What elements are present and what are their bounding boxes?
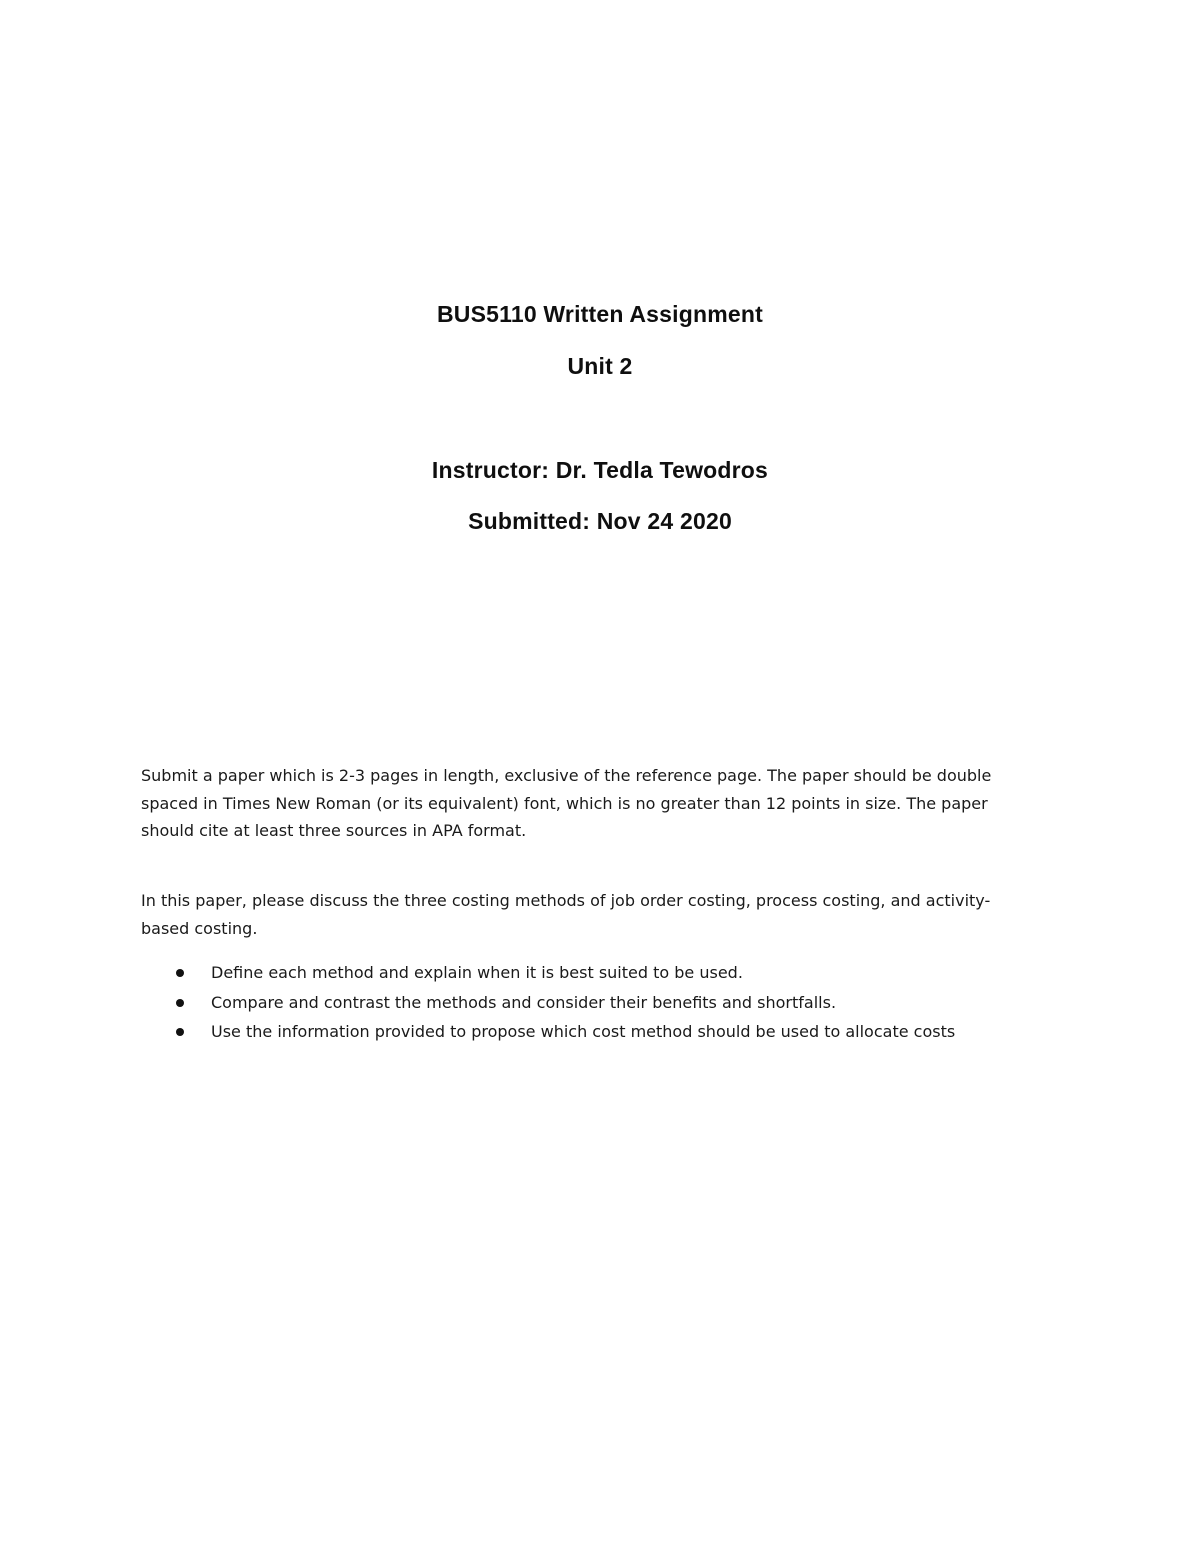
paragraph-line: In this paper, please discuss the three costing methods of job order costing, process costing, and activity-	[141, 891, 991, 910]
unit-label: Unit 2	[567, 353, 633, 379]
assignment-title: BUS5110 Written Assignment	[436, 301, 763, 327]
bullet-dot-icon	[176, 999, 184, 1007]
paragraph-line: based costing.	[141, 918, 258, 938]
bullet-dot-icon	[176, 1028, 184, 1036]
bullet-text: Use the information provided to propose which cost method should be used to allocate costs	[211, 1022, 956, 1041]
bullet-item	[0, 988, 1200, 1018]
submitted-date: Submitted: Nov 24 2020	[468, 508, 732, 534]
paragraph-line: spaced in Times New Roman (or its equivalent) font, which is no greater than 12 points in size. The paper	[141, 793, 988, 813]
bullet-text: Define each method and explain when it is best suited to be used.	[211, 963, 743, 982]
bullet-item	[0, 958, 1200, 988]
bullet-text: Compare and contrast the methods and consider their benefits and shortfalls.	[211, 992, 837, 1012]
paragraph-line: Submit a paper which is 2-3 pages in length, exclusive of the reference page. The paper should be double	[141, 766, 992, 785]
instructor-line: Instructor: Dr. Tedla Tewodros	[431, 457, 769, 483]
discussion-paragraph	[141, 887, 1041, 942]
bullet-dot-icon	[176, 969, 184, 977]
paragraph-line: should cite at least three sources in APA format.	[141, 821, 527, 840]
bullet-item	[0, 1017, 1200, 1047]
instructions-paragraph	[141, 762, 1041, 845]
task-bullet-list	[0, 958, 1200, 1047]
